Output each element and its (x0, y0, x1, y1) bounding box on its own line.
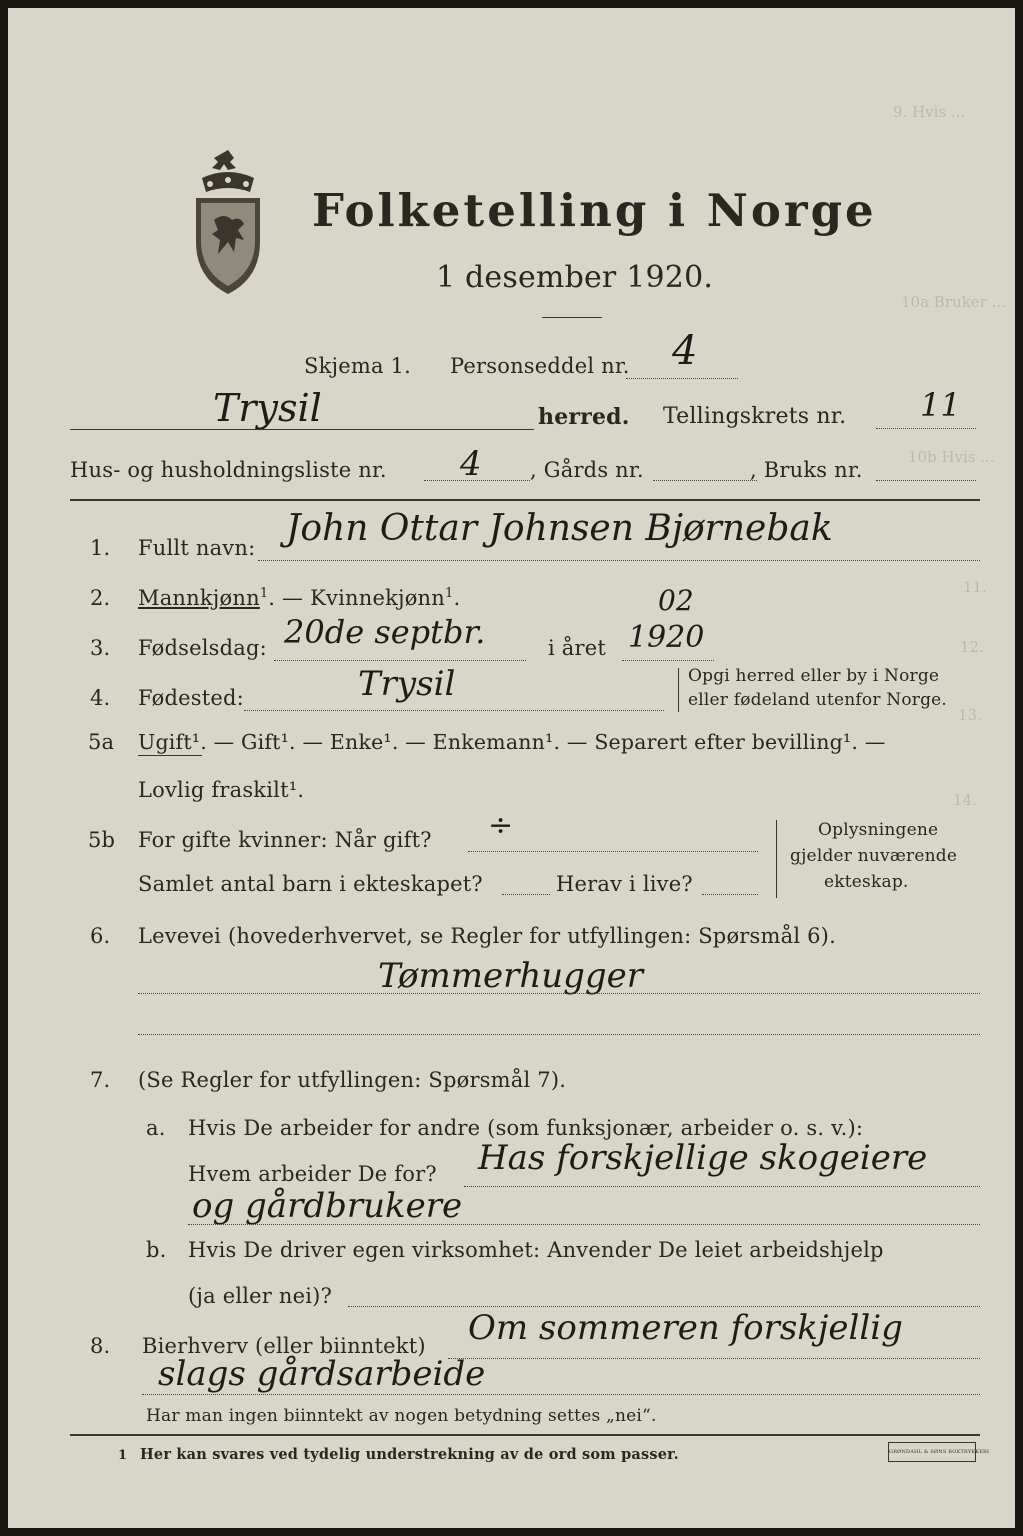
marriage-note-line3: ekteskap. (824, 872, 909, 892)
birth-year-value: 1920 (628, 620, 705, 655)
page-title: Folketelling i Norge (312, 184, 877, 237)
occupation-dotline (138, 993, 980, 994)
children-alive-dotline (702, 894, 758, 895)
q3-label: Fødselsdag: (138, 636, 267, 660)
q6-number: 6. (90, 924, 111, 948)
side-income-dotline-2 (142, 1394, 980, 1395)
q4-number: 4. (90, 686, 111, 710)
husholdningsliste-value: 4 (460, 444, 482, 484)
children-total-dotline (502, 894, 550, 895)
footnote-mark: 1 (118, 1448, 128, 1463)
hired-help-dotline (348, 1306, 980, 1307)
side-income-note: Har man ingen biinntekt av nogen betydning settes „nei“. (146, 1406, 657, 1426)
hired-help-question: (ja eller nei)? (188, 1284, 333, 1308)
q1-dotline (258, 560, 980, 561)
employer-question: Hvem arbeider De for? (188, 1162, 437, 1186)
bruks-dotline (876, 480, 976, 481)
gards-label: , Gårds nr. (530, 458, 644, 482)
printer-stamp (888, 1442, 990, 1462)
header-divider (70, 499, 980, 501)
occupation-dotline-2 (138, 1034, 980, 1035)
q4-label: Fødested: (138, 686, 244, 710)
occupation-value: Tømmerhugger (378, 956, 644, 996)
bleed-through-text: 9. Hvis ... (893, 103, 966, 121)
q1-number: 1. (90, 536, 111, 560)
separator: . (453, 586, 461, 610)
q7b-label: Hvis De driver egen virksomhet: Anvender De leiet arbeidshjelp (188, 1238, 884, 1262)
coat-of-arms-icon (184, 148, 272, 298)
tellingskrets-label: Tellingskrets nr. (663, 404, 847, 429)
bleed-through-text: 11. (963, 578, 987, 596)
marriage-note-line1: Oplysningene (818, 820, 939, 840)
full-name-value: John Ottar Johnsen Bjørnebak (286, 508, 833, 549)
q7-label: (Se Regler for utfyllingen: Spørsmål 7). (138, 1068, 567, 1092)
footnote-mark: 1 (445, 586, 454, 601)
q2-number: 2. (90, 586, 111, 610)
tellingskrets-value: 11 (920, 386, 961, 424)
married-when-value: ÷ (488, 808, 514, 843)
personseddel-label: Personseddel nr. (450, 354, 630, 378)
personseddel-value: 4 (672, 328, 698, 374)
herred-underline (70, 429, 534, 430)
q6-label: Levevei (hovederhvervet, se Regler for utfyllingen: Spørsmål 6). (138, 924, 836, 948)
bleed-through-text: 13. (958, 706, 982, 724)
separator: . — (268, 586, 311, 610)
q8-label: Bierhverv (eller biinntekt) (142, 1334, 426, 1358)
q7a-label: Hvis De arbeider for andre (som funksjonær, arbeider o. s. v.): (188, 1116, 864, 1140)
printer-stamp-text: GRØNDAHL & SØNS BOKTRYKKERI (889, 1449, 990, 1455)
q7b-letter: b. (146, 1238, 167, 1262)
married-when-label: For gifte kvinner: Når gift? (138, 828, 432, 852)
title-divider (542, 317, 602, 318)
bleed-through-text: 10b Hvis ... (908, 448, 995, 466)
q1-label: Fullt navn: (138, 536, 256, 560)
employer-dotline-2 (188, 1224, 980, 1225)
q3-number: 3. (90, 636, 111, 660)
footnote-mark: 1 (259, 586, 269, 601)
tellingskrets-dotline (876, 428, 976, 429)
ugift-underline (138, 755, 202, 756)
birthplace-dotline (244, 710, 664, 711)
side-income-dotline (448, 1358, 980, 1359)
children-total-label: Samlet antal barn i ekteskapet? (138, 872, 483, 896)
marital-status-options-line2: Lovlig fraskilt¹. (138, 778, 305, 802)
birth-year-correction: 02 (658, 584, 694, 617)
husholdningsliste-label: Hus- og husholdningsliste nr. (70, 458, 387, 482)
footnote-divider (70, 1434, 980, 1436)
gards-dotline (653, 480, 757, 481)
census-form-page (8, 8, 1015, 1528)
census-date: 1 desember 1920. (436, 260, 714, 295)
q8-number: 8. (90, 1334, 111, 1358)
herred-label: herred. (538, 404, 630, 430)
employer-dotline (464, 1186, 980, 1187)
q2-options (138, 586, 460, 610)
bruks-label: , Bruks nr. (750, 458, 863, 482)
birthplace-value: Trysil (358, 664, 456, 704)
q5b-number: 5b (88, 828, 116, 852)
q7-number: 7. (90, 1068, 111, 1092)
employer-value-line2: og gårdbrukere (192, 1186, 463, 1226)
sex-option-female: Kvinnekjønn (310, 586, 446, 610)
children-alive-label: Herav i live? (556, 872, 693, 896)
bleed-through-text: 10a Bruker ... (901, 293, 1006, 311)
personseddel-dotline (626, 378, 738, 379)
birthplace-note-line2: eller fødeland utenfor Norge. (688, 690, 948, 710)
bleed-through-text: 12. (960, 638, 984, 656)
side-income-value-line1: Om sommeren forskjellig (468, 1308, 903, 1348)
note-bracket (678, 668, 679, 712)
sex-option-male: Mannkjønn (138, 586, 260, 610)
q7a-letter: a. (146, 1116, 166, 1140)
bleed-through-text: 14. (953, 791, 977, 809)
birthday-value: 20de septbr. (284, 613, 486, 651)
year-dotline (622, 660, 714, 661)
marital-status-options: Ugift¹. — Gift¹. — Enke¹. — Enkemann¹. — Separert efter bevilling¹. — (138, 730, 886, 754)
footnote-text: Her kan svares ved tydelig understrekning av de ord som passer. (140, 1446, 679, 1463)
employer-value-line1: Has forskjellige skogeiere (478, 1138, 928, 1178)
year-label: i året (548, 636, 607, 660)
q5a-number: 5a (88, 730, 115, 754)
birthplace-note-line1: Opgi herred eller by i Norge (688, 666, 940, 686)
side-income-value-line2: slags gårdsarbeide (158, 1354, 486, 1394)
herred-value: Trysil (213, 386, 322, 430)
note-bracket (776, 820, 777, 898)
marriage-note-line2: gjelder nuværende (790, 846, 958, 866)
skjema-label: Skjema 1. (304, 354, 411, 378)
birthday-dotline (274, 660, 526, 661)
married-when-dotline (468, 851, 758, 852)
